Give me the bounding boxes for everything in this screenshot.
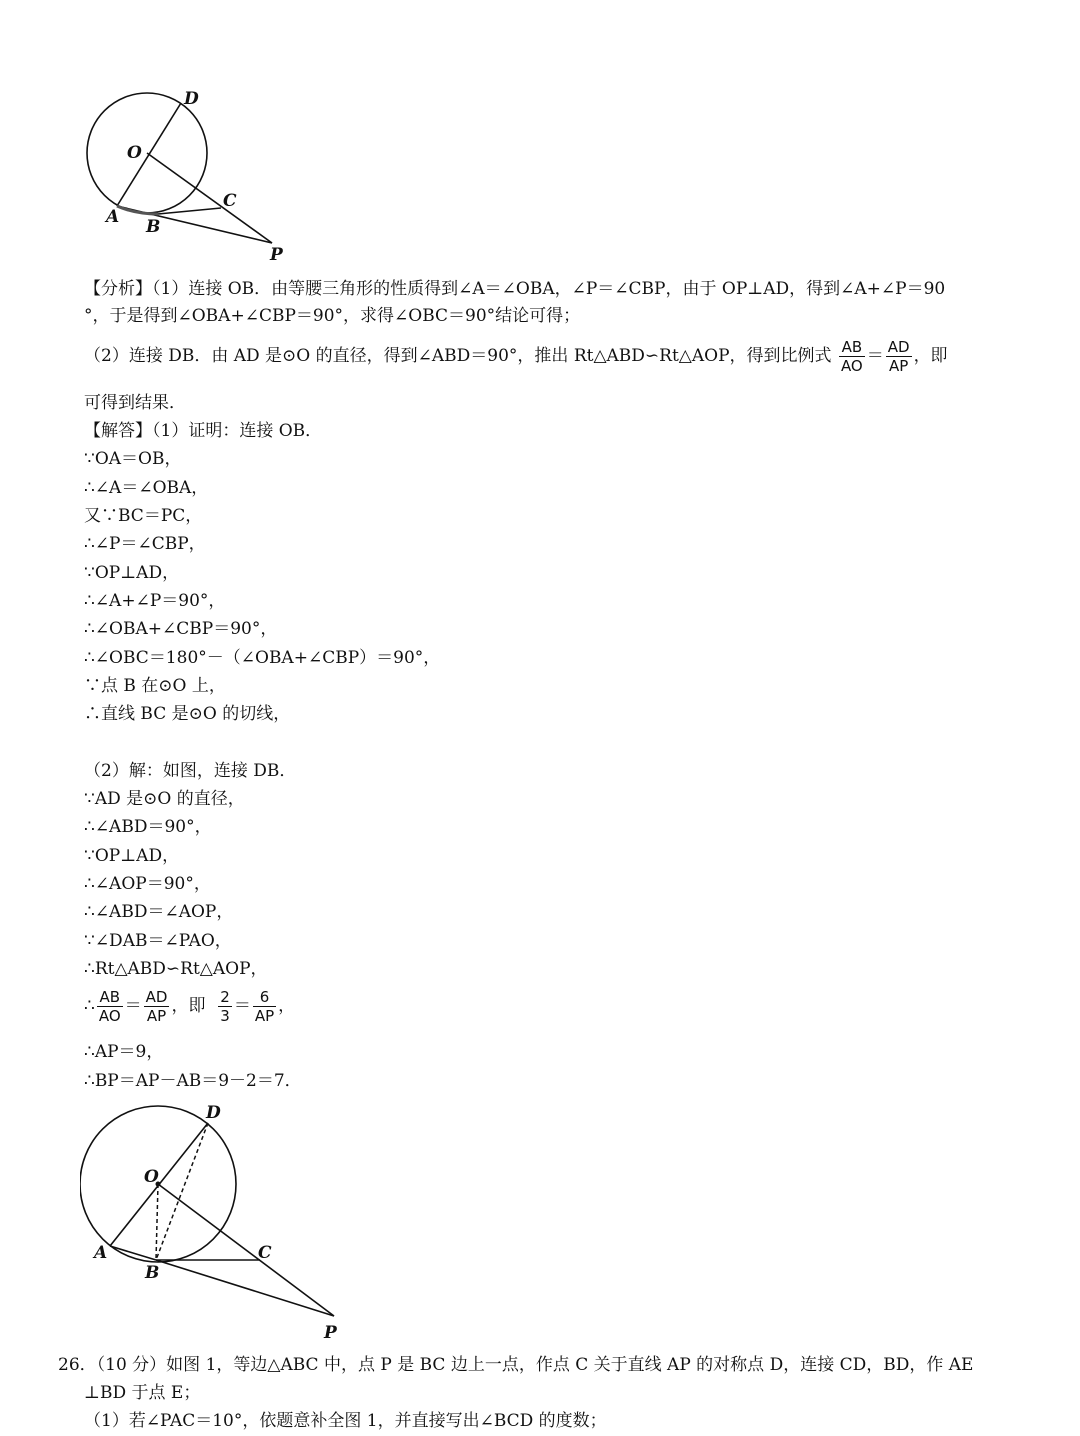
problem26-line-2: ⊥BD 于点 E； bbox=[84, 1383, 201, 1403]
solution-p1-1: ∴∠A＝∠OBA， bbox=[84, 478, 209, 498]
figure-2 bbox=[80, 1096, 360, 1346]
solution-p2-1: ∵AD 是⊙O 的直径， bbox=[84, 789, 245, 809]
label-b-2: B bbox=[145, 1263, 160, 1283]
analysis-text-3b: ，即 bbox=[913, 346, 948, 366]
solution-p1-9: ∴直线 BC 是⊙O 的切线， bbox=[84, 704, 291, 724]
label-a: A bbox=[106, 207, 120, 227]
label-b: B bbox=[146, 217, 161, 237]
solution-p1-8: ∵点 B 在⊙O 上， bbox=[84, 676, 226, 696]
segment-op bbox=[147, 153, 272, 243]
label-o: O bbox=[127, 143, 142, 163]
analysis-equals: ＝ bbox=[866, 346, 884, 366]
solution-p1-3: ∴∠P＝∠CBP， bbox=[84, 534, 206, 554]
analysis-fraction-ad-ap: $\frac{AD}{AP}$ bbox=[887, 338, 910, 375]
label-p-2: P bbox=[324, 1323, 337, 1343]
solution-p1-2: 又∵BC＝PC， bbox=[84, 506, 203, 526]
label-a-2: A bbox=[94, 1243, 108, 1263]
analysis-line-4: 可得到结果． bbox=[84, 393, 186, 413]
ratio-fraction-6-ap: $\frac{6}{AP}$ bbox=[254, 988, 275, 1025]
solution-bp: ∴BP＝AP－AB＝9－2＝7． bbox=[84, 1071, 302, 1091]
solution-first-text: （1）证明：连接 OB． bbox=[152, 421, 323, 441]
label-o-2: O bbox=[144, 1167, 159, 1187]
solution-p2-3: ∵OP⊥AD， bbox=[84, 846, 180, 866]
solution-tag: 【解答】 bbox=[84, 421, 152, 441]
ratio-equals-2: ＝ bbox=[233, 996, 251, 1016]
analysis-tag: 【分析】 bbox=[84, 279, 152, 299]
segment-bp-2 bbox=[156, 1260, 334, 1316]
solution-p2-6: ∵∠DAB＝∠PAO， bbox=[84, 931, 232, 951]
solution-p1-6: ∴∠OBA+∠CBP＝90°， bbox=[84, 619, 278, 639]
arc-ab bbox=[117, 206, 158, 214]
label-d: D bbox=[184, 89, 199, 109]
analysis-line-2: °，于是得到∠OBA+∠CBP＝90°，求得∠OBC＝90°结论可得； bbox=[84, 306, 581, 326]
analysis-fraction-ab-ao: $\frac{AB}{AO}$ bbox=[840, 338, 863, 375]
dashed-db bbox=[156, 1123, 208, 1260]
analysis-text-1: （1）连接 OB．由等腰三角形的性质得到∠A＝∠OBA，∠P＝∠CBP，由于 OP⊥AD，得到∠A+∠P＝90 bbox=[152, 279, 946, 299]
solution-ratio-line bbox=[84, 988, 295, 1025]
ratio-fraction-2-3: $\frac{2}{3}$ bbox=[220, 988, 230, 1025]
ratio-fraction-ab-ao: $\frac{AB}{AO}$ bbox=[98, 988, 121, 1025]
figure-1 bbox=[80, 80, 310, 270]
segment-op-2 bbox=[158, 1184, 334, 1316]
solution-p2-2: ∴∠ABD＝90°， bbox=[84, 817, 212, 837]
solution-p2-7: ∴Rt△ABD∽Rt△AOP， bbox=[84, 959, 268, 979]
ratio-mid: ，即 bbox=[171, 996, 206, 1016]
label-c: C bbox=[223, 191, 237, 211]
label-c-2: C bbox=[258, 1243, 272, 1263]
analysis-line-3 bbox=[84, 338, 948, 375]
solution-p1-5: ∴∠A+∠P＝90°， bbox=[84, 591, 226, 611]
solution-p1-7: ∴∠OBC＝180°－（∠OBA+∠CBP）＝90°， bbox=[84, 648, 441, 668]
solution-p2-5: ∴∠ABD＝∠AOP， bbox=[84, 902, 234, 922]
problem26-line-3: （1）若∠PAC＝10°，依题意补全图 1，并直接写出∠BCD 的度数； bbox=[84, 1411, 607, 1431]
dashed-ob bbox=[156, 1184, 158, 1260]
problem26-line-1: 26．（10 分）如图 1，等边△ABC 中，点 P 是 BC 边上一点，作点 C 关于直线 AP 的对称点 D，连接 CD，BD，作 AE bbox=[58, 1355, 974, 1375]
ratio-fraction-ad-ap: $\frac{AD}{AP}$ bbox=[145, 988, 168, 1025]
analysis-line-1 bbox=[84, 277, 945, 301]
ratio-equals-1: ＝ bbox=[124, 996, 142, 1016]
ratio-end: ， bbox=[278, 996, 296, 1016]
label-d-2: D bbox=[206, 1103, 221, 1123]
label-p: P bbox=[270, 245, 283, 265]
solution-p2-4: ∴∠AOP＝90°， bbox=[84, 874, 211, 894]
solution-line-first bbox=[84, 419, 322, 443]
ratio-prefix: ∴ bbox=[84, 996, 95, 1016]
solution-p1-4: ∵OP⊥AD， bbox=[84, 563, 180, 583]
solution-p1-0: ∵OA＝OB， bbox=[84, 449, 182, 469]
solution-ap: ∴AP＝9， bbox=[84, 1042, 164, 1062]
solution-p2-0: （2）解：如图，连接 DB． bbox=[84, 761, 297, 781]
analysis-text-3a: （2）连接 DB．由 AD 是⊙O 的直径，得到∠ABD＝90°，推出 Rt△ABD∽Rt△AOP，得到比例式 bbox=[84, 346, 832, 366]
